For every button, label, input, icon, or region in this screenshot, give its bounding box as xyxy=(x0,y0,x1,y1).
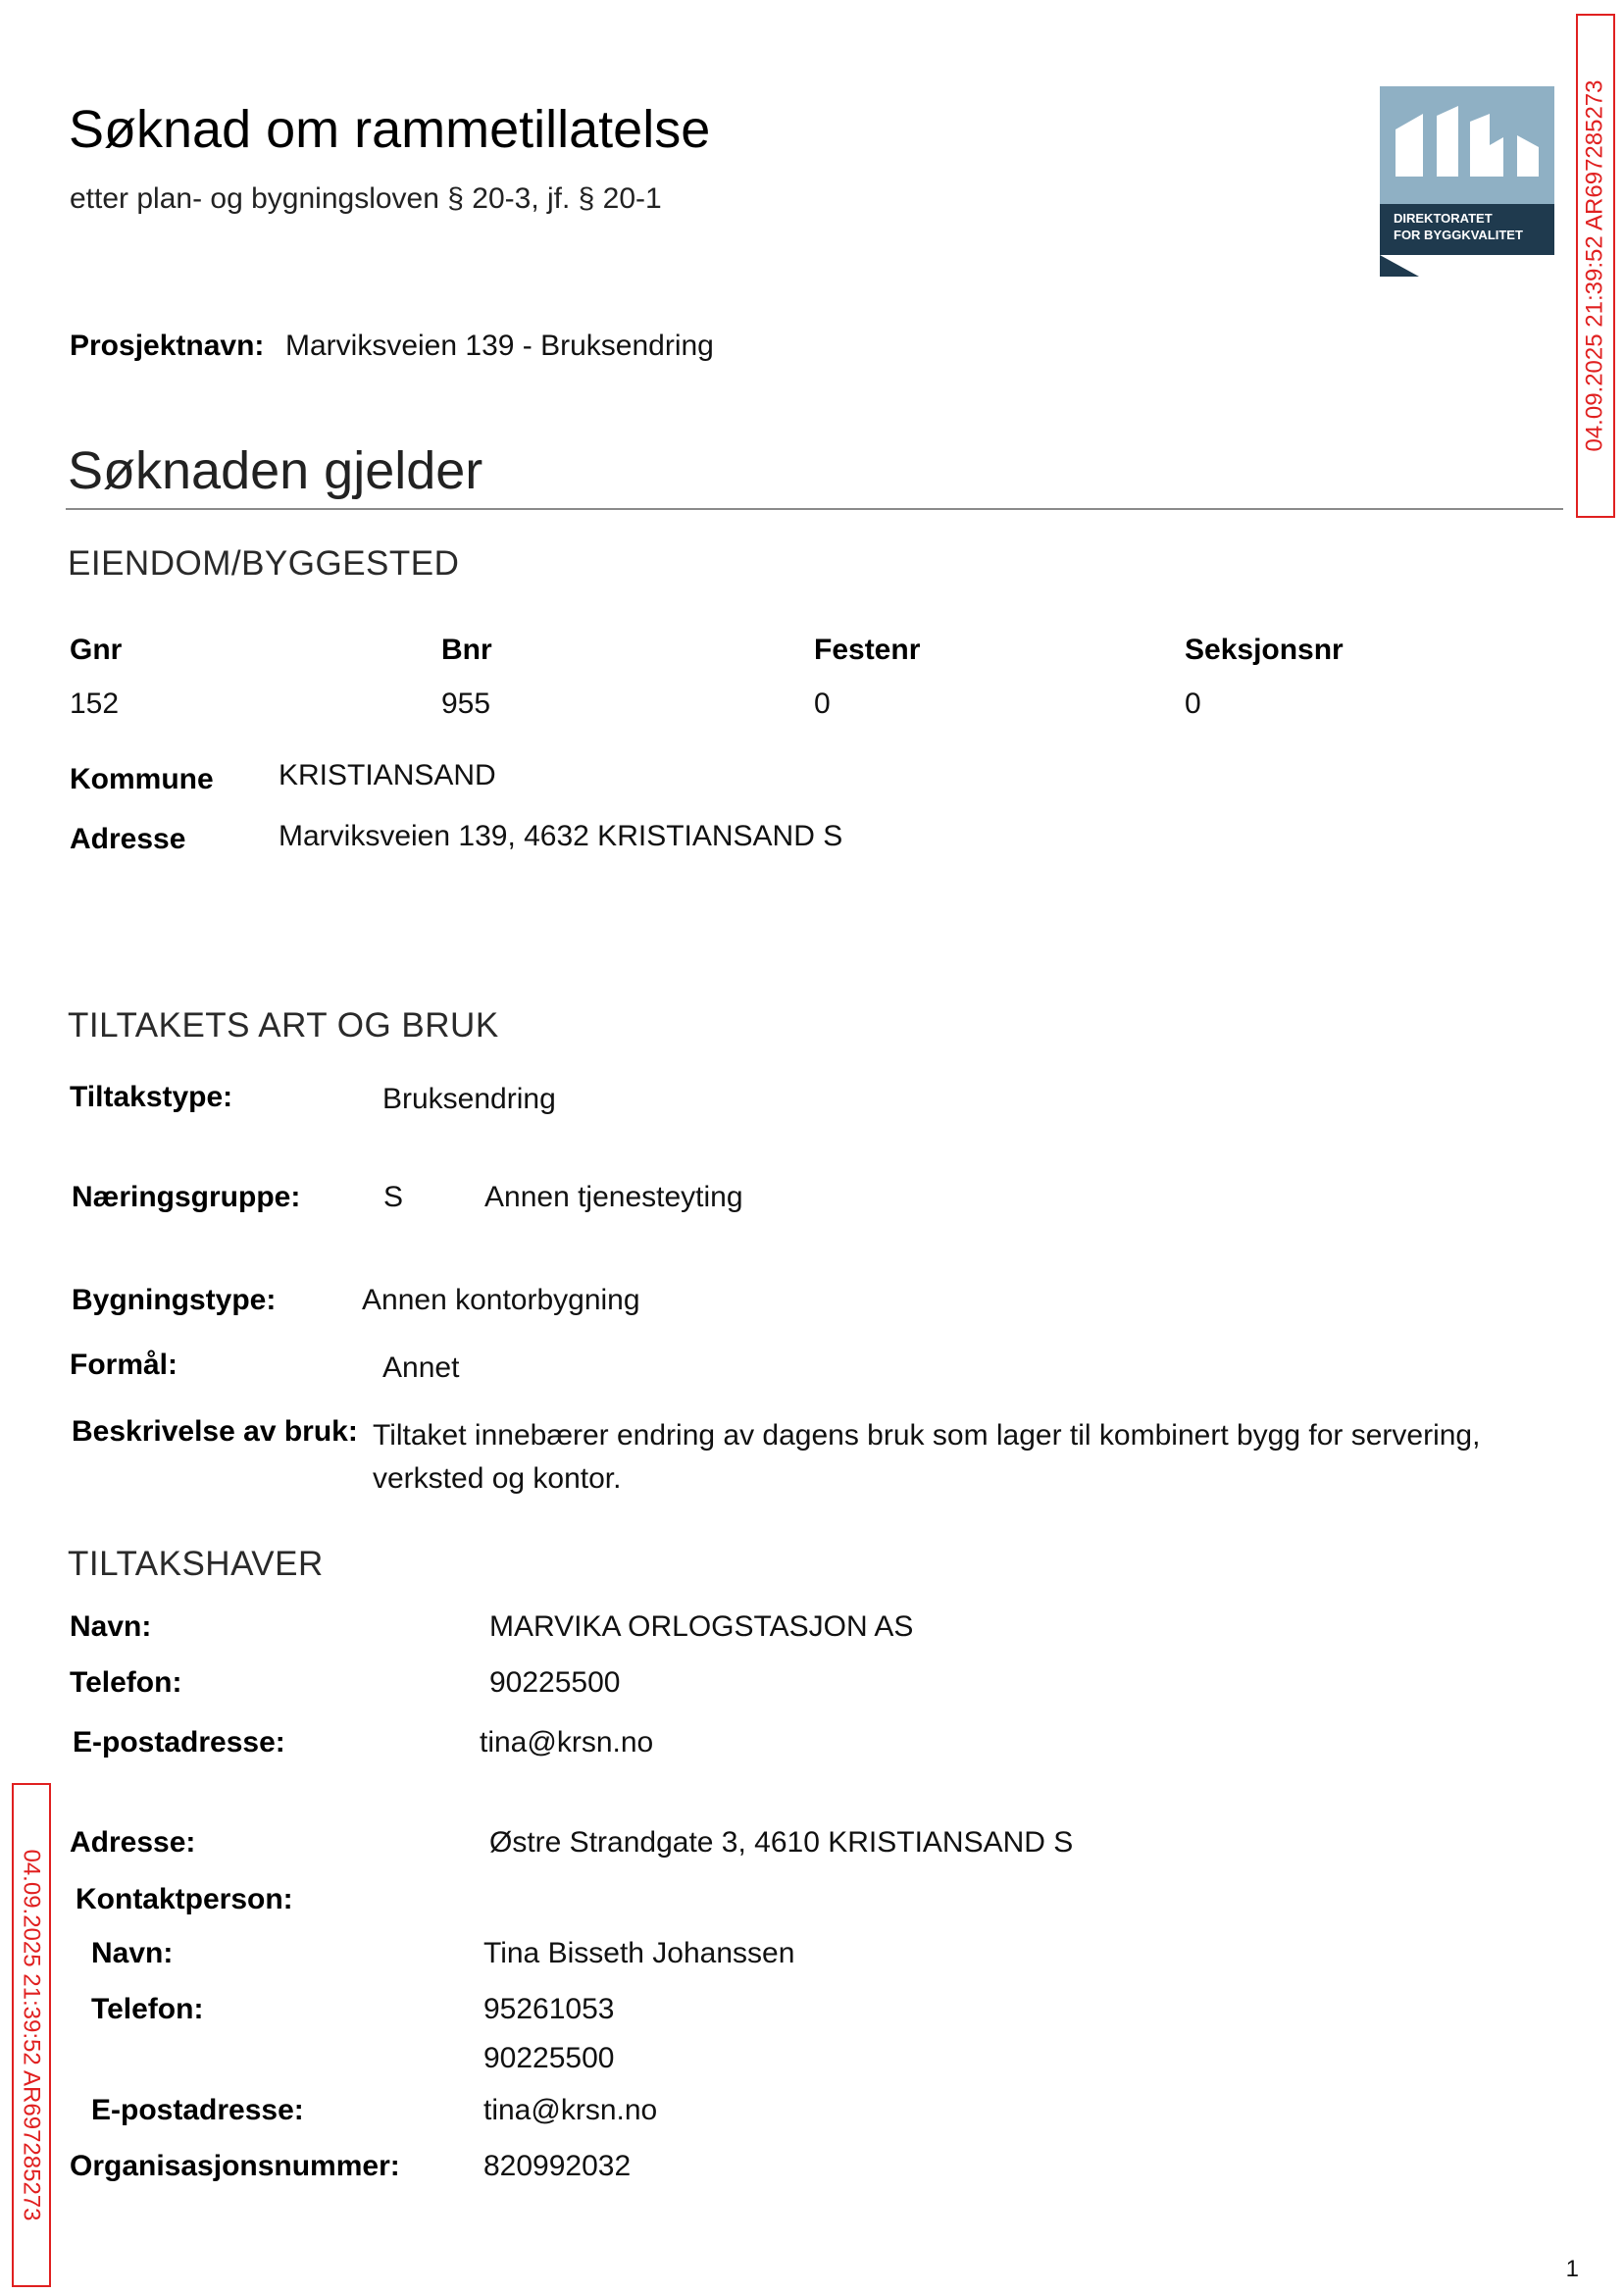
applies-heading: Søknaden gjelder xyxy=(68,441,483,500)
municipality-value: KRISTIANSAND xyxy=(279,759,496,791)
purpose-label: Formål: xyxy=(70,1349,178,1381)
timestamp-stamp-left xyxy=(12,1783,51,2287)
property-section-heading: EIENDOM/BYGGESTED xyxy=(68,544,460,583)
gnr-label: Gnr xyxy=(70,634,123,666)
heading-divider xyxy=(66,508,1563,510)
owner-address-value: Østre Strandgate 3, 4610 KRISTIANSAND S xyxy=(489,1826,1074,1859)
contact-phone-value-1: 95261053 xyxy=(483,1993,615,2025)
usage-description-value: Tiltaket innebærer endring av dagens bruk som lager til kombinert bygg for servering, verksted og kontor. xyxy=(373,1419,1481,1495)
owner-phone-label: Telefon: xyxy=(70,1666,182,1699)
contact-email-label: E-postadresse: xyxy=(91,2094,304,2126)
dibk-logo-graphic xyxy=(1380,86,1554,277)
owner-phone-value: 90225500 xyxy=(489,1666,621,1699)
page-number: 1 xyxy=(1565,2256,1579,2282)
dibk-logo xyxy=(1380,86,1554,277)
contact-email-value: tina@krsn.no xyxy=(483,2094,658,2126)
timestamp-stamp-top xyxy=(1576,14,1615,518)
industry-group-name: Annen tjenesteyting xyxy=(484,1181,743,1213)
measure-section-heading: TILTAKETS ART OG BRUK xyxy=(68,1006,499,1045)
timestamp-stamp-text: 04.09.2025 21:39:52 AR697285273 xyxy=(19,1849,45,2221)
measure-type-value: Bruksendring xyxy=(382,1083,556,1115)
measure-type-label: Tiltakstype: xyxy=(70,1081,233,1113)
org-number-value: 820992032 xyxy=(483,2150,632,2182)
owner-email-value: tina@krsn.no xyxy=(480,1726,654,1759)
owner-name-label: Navn: xyxy=(70,1610,152,1643)
owner-address-label: Adresse: xyxy=(70,1826,196,1859)
contact-person-label: Kontaktperson: xyxy=(76,1883,293,1915)
festenr-value: 0 xyxy=(814,688,831,720)
document-title: Søknad om rammetillatelse xyxy=(69,100,711,159)
timestamp-stamp-text: 04.09.2025 21:39:52 AR697285273 xyxy=(1582,79,1608,452)
property-address-label: Adresse xyxy=(70,823,186,855)
purpose-value: Annet xyxy=(382,1351,460,1384)
gnr-value: 152 xyxy=(70,688,120,720)
contact-name-label: Navn: xyxy=(91,1937,174,1969)
logo-text-line1: DIREKTORATET xyxy=(1394,211,1493,226)
seksjonsnr-value: 0 xyxy=(1185,688,1201,720)
project-name-label: Prosjektnavn: xyxy=(70,330,265,362)
contact-phone-label: Telefon: xyxy=(91,1993,204,2025)
logo-text-line2: FOR BYGGKVALITET xyxy=(1394,228,1523,242)
building-type-value: Annen kontorbygning xyxy=(362,1284,640,1316)
contact-name-value: Tina Bisseth Johanssen xyxy=(483,1937,795,1969)
building-type-label: Bygningstype: xyxy=(72,1284,277,1316)
owner-name-value: MARVIKA ORLOGSTASJON AS xyxy=(489,1610,914,1643)
owner-section-heading: TILTAKSHAVER xyxy=(68,1545,324,1583)
industry-group-label: Næringsgruppe: xyxy=(72,1181,301,1213)
bnr-value: 955 xyxy=(441,688,491,720)
property-address-value: Marviksveien 139, 4632 KRISTIANSAND S xyxy=(279,820,843,852)
owner-email-label: E-postadresse: xyxy=(73,1726,285,1759)
document-subtitle: etter plan- og bygningsloven § 20-3, jf. § 20-1 xyxy=(70,182,662,215)
festenr-label: Festenr xyxy=(814,634,921,666)
bnr-label: Bnr xyxy=(441,634,492,666)
usage-description-label: Beskrivelse av bruk: xyxy=(72,1415,358,1448)
org-number-label: Organisasjonsnummer: xyxy=(70,2150,400,2182)
contact-phone-value-2: 90225500 xyxy=(483,2042,615,2074)
seksjonsnr-label: Seksjonsnr xyxy=(1185,634,1344,666)
industry-group-code: S xyxy=(383,1181,404,1213)
municipality-label: Kommune xyxy=(70,763,214,795)
project-name-value: Marviksveien 139 - Bruksendring xyxy=(285,330,714,362)
